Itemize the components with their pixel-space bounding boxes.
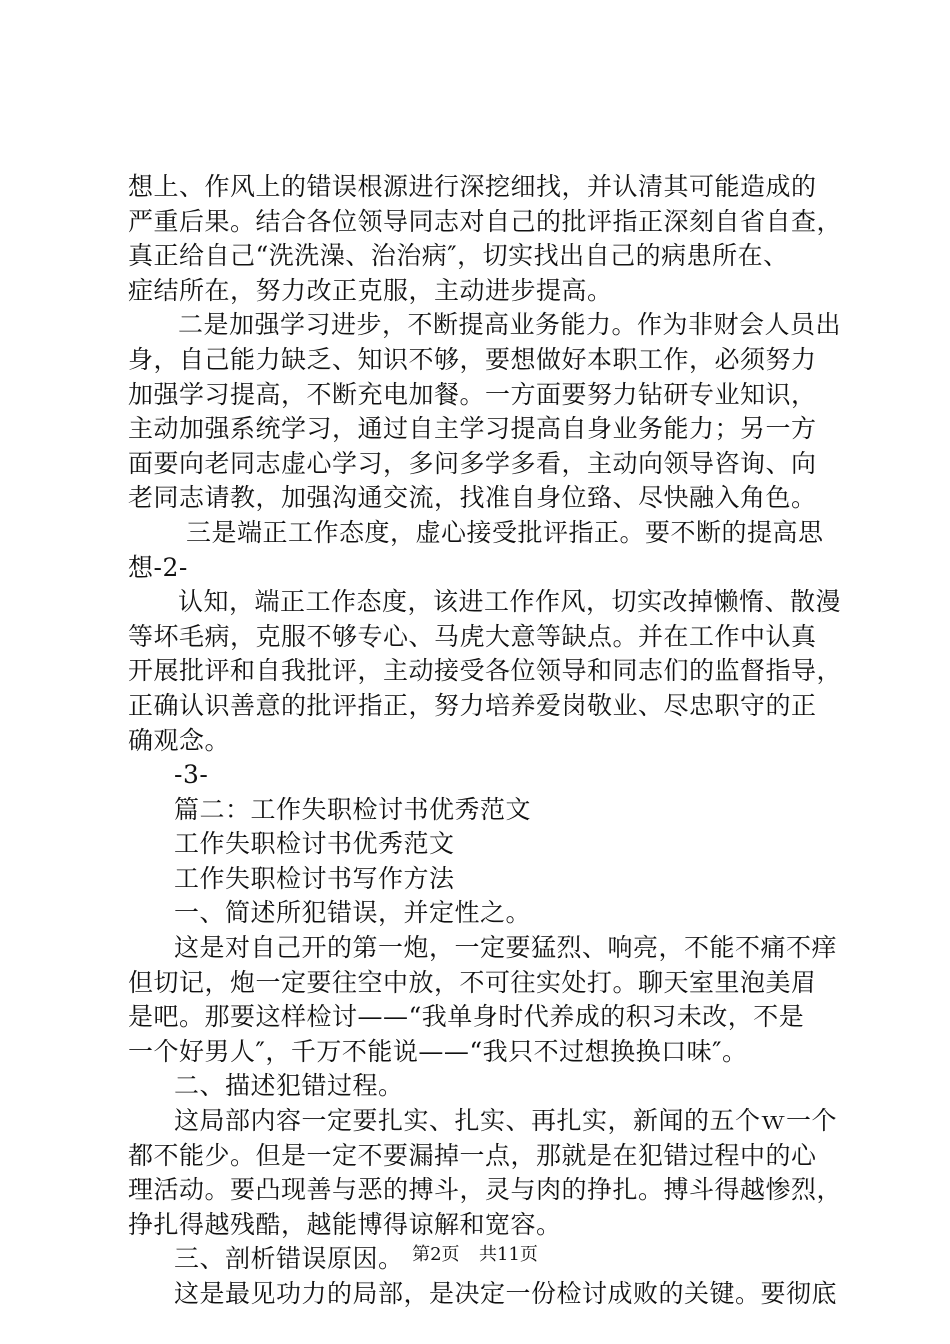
text-line: 面要向老同志虚心学习，多问多学多看，主动向领导咨询、向 xyxy=(128,448,817,478)
numbered-heading: 三、剖析错误原因。 xyxy=(174,1244,404,1274)
page-marker: -3- xyxy=(174,760,209,790)
document-subtitle: 工作失职检讨书写作方法 xyxy=(174,863,455,893)
paragraph-start-line: 三是端正工作态度，虚心接受批评指正。要不断的提高思 xyxy=(186,517,824,547)
text-line: 想-2- xyxy=(128,552,188,582)
numbered-heading: 一、简述所犯错误，并定性之。 xyxy=(174,898,532,928)
text-line: 但切记，炮一定要往空中放，不可往实处打。聊天室里泡美眉 xyxy=(128,967,817,997)
text-line: 开展批评和自我批评，主动接受各位领导和同志们的监督指导， xyxy=(128,656,843,686)
text-line: 加强学习提高，不断充电加餐。一方面要努力钻研专业知识， xyxy=(128,379,817,409)
page-number: 第2页 xyxy=(412,1244,460,1265)
text-line: 真正给自己“洗洗澡、治治病″，切实找出自己的病患所在、 xyxy=(128,241,789,271)
text-line: 理活动。要凸现善与恶的搏斗，灵与肉的挣扎。搏斗得越惨烈， xyxy=(128,1175,843,1205)
paragraph-start-line: 这是对自己开的第一炮，一定要猛烈、响亮，不能不痛不痒 xyxy=(174,933,838,963)
text-line: 等坏毛病，克服不够专心、马虎大意等缺点。并在工作中认真 xyxy=(128,621,817,651)
text-line: 一个好男人″，千万不能说——“我只不过想换换口味″。 xyxy=(128,1036,748,1066)
text-line: 都不能少。但是一定不要漏掉一点，那就是在犯错过程中的心 xyxy=(128,1140,817,1170)
paragraph-start-line: 这局部内容一定要扎实、扎实、再扎实，新闻的五个ｗ一个 xyxy=(174,1106,838,1136)
text-line: 身，自己能力缺乏、知识不够，要想做好本职工作，必须努力 xyxy=(128,344,817,374)
document-title: 工作失职检讨书优秀范文 xyxy=(174,829,455,859)
document-body xyxy=(128,170,843,1312)
text-line: 主动加强系统学习，通过自主学习提高自身业务能力；另一方 xyxy=(128,414,817,444)
paragraph-start-line: 二是加强学习进步，不断提高业务能力。作为非财会人员出 xyxy=(178,310,842,340)
text-line: 症结所在，努力改正克服，主动进步提高。 xyxy=(128,275,613,305)
text-line: 正确认识善意的批评指正，努力培养爱岗敬业、尽忠职守的正 xyxy=(128,690,817,720)
text-line: 确观念。 xyxy=(128,725,231,755)
page-footer xyxy=(0,1240,950,1266)
text-line: 老同志请教，加强沟通交流，找准自身位臵、尽快融入角色。 xyxy=(128,483,817,513)
paragraph-start-line: 认知，端正工作态度，该进工作作风，切实改掉懒惰、散漫 xyxy=(178,587,842,617)
text-line: 想上、作风上的错误根源进行深挖细找，并认清其可能造成的 xyxy=(128,172,817,201)
section-heading: 篇二：工作失职检讨书优秀范文 xyxy=(174,794,532,824)
text-line: 挣扎得越残酷，越能博得谅解和宽容。 xyxy=(128,1209,562,1239)
text-line: 严重后果。结合各位领导同志对自己的批评指正深刻自省自查， xyxy=(128,206,843,236)
paragraph-start-line: 这是最见功力的局部，是决定一份检讨成败的关键。要彻底 xyxy=(174,1279,838,1308)
page-total: 共11页 xyxy=(479,1244,538,1265)
text-line: 是吧。那要这样检讨——“我单身时代养成的积习未改，不是 xyxy=(128,1002,805,1032)
numbered-heading: 二、描述犯错过程。 xyxy=(174,1071,404,1101)
